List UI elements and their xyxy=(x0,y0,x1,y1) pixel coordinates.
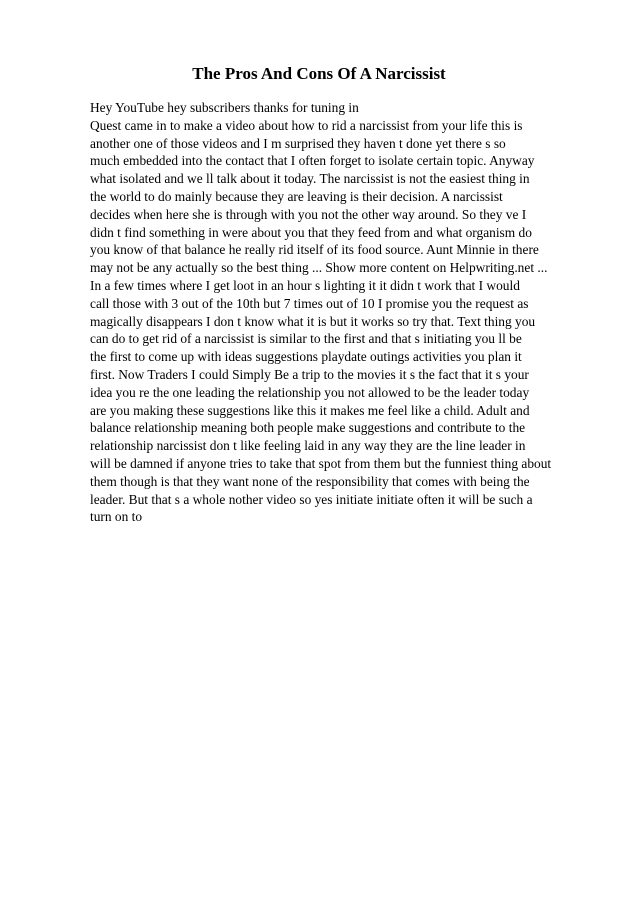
body-line: another one of those videos and I m surprised they haven t done yet there s so xyxy=(90,135,506,151)
body-line: the first to come up with ideas suggestions playdate outings activities you plan it xyxy=(90,349,522,365)
body-line: what isolated and we ll talk about it today. The narcissist is not the easiest thing in xyxy=(90,171,530,187)
body-line: decides when here she is through with you not the other way around. So they ve I xyxy=(90,206,527,222)
body-line: first. Now Traders I could Simply Be a trip to the movies it s the fact that it s your xyxy=(90,366,529,382)
body-line: Quest came in to make a video about how to rid a narcissist from your life this is xyxy=(90,117,523,133)
body-line: them though is that they want none of the responsibility that comes with being the xyxy=(90,473,530,489)
body-line: turn on to xyxy=(90,509,143,525)
body-line: magically disappears I don t know what it is but it works so try that. Text thing you xyxy=(90,313,536,329)
body-line: leader. But that s a whole nother video so yes initiate initiate often it will be such a xyxy=(90,491,533,507)
body-line: are you making these suggestions like this it makes me feel like a child. Adult and xyxy=(90,402,530,418)
body-line: call those with 3 out of the 10th but 7 times out of 10 I promise you the request as xyxy=(90,295,529,311)
body-line: relationship narcissist don t like feeling laid in any way they are the line leader in xyxy=(90,438,526,454)
body-line: the world to do mainly because they are leaving is their decision. A narcissist xyxy=(90,188,503,204)
body-line: will be damned if anyone tries to take that spot from them but the funniest thing about xyxy=(90,455,552,471)
body-line: may not be any actually so the best thing ... Show more content on Helpwriting.net ... xyxy=(90,260,548,276)
document-title: The Pros And Cons Of A Narcissist xyxy=(192,64,446,83)
body-line: much embedded into the contact that I often forget to isolate certain topic. Anyway xyxy=(90,153,535,169)
body-line: didn t find something in were about you that they feed from and what organism do xyxy=(90,224,532,240)
body-line: you know of that balance he really rid itself of its food source. Aunt Minnie in there xyxy=(90,242,539,258)
body-line: Hey YouTube hey subscribers thanks for tuning in xyxy=(90,100,359,115)
body-line: can do to get rid of a narcissist is similar to the first and that s initiating you ll be xyxy=(90,331,522,347)
document-body xyxy=(90,99,600,526)
body-line: balance relationship meaning both people make suggestions and contribute to the xyxy=(90,420,526,436)
body-line: In a few times where I get loot in an hour s lighting it it didn t work that I would xyxy=(90,277,520,293)
body-line: idea you re the one leading the relationship you not allowed to be the leader today xyxy=(90,384,530,400)
